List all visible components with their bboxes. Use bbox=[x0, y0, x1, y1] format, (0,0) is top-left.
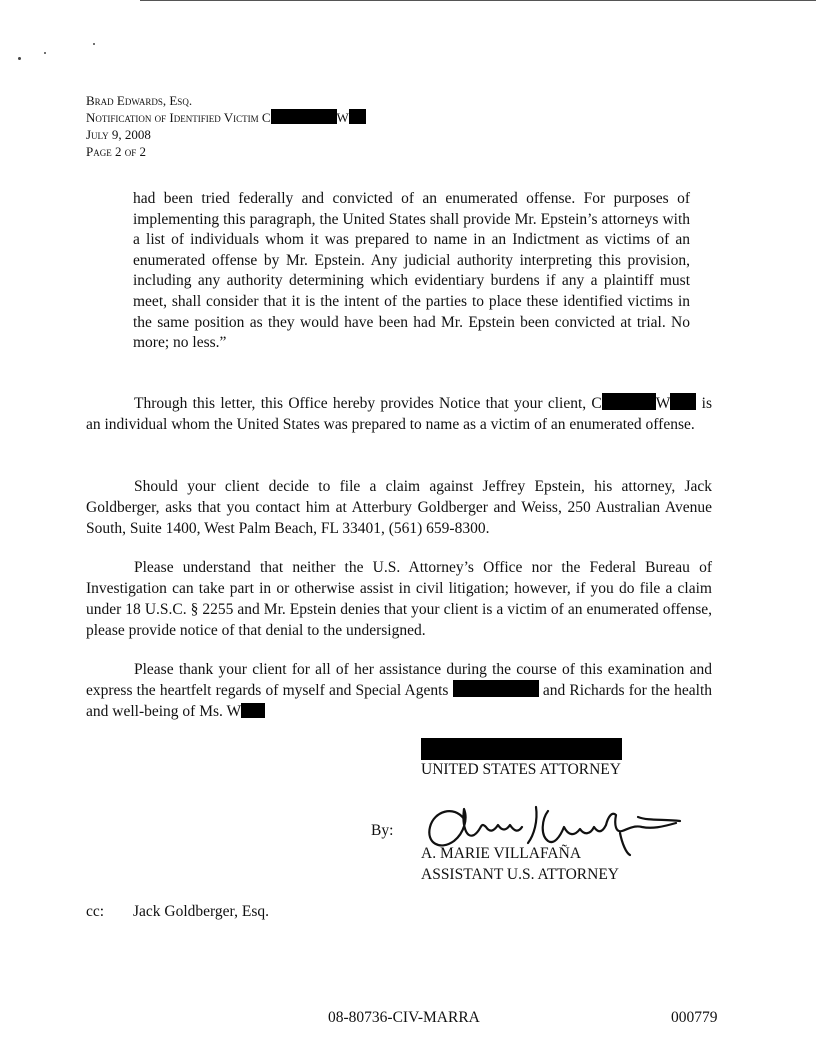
page-number-line: Page 2 of 2 bbox=[86, 144, 146, 159]
redaction-bar bbox=[670, 393, 696, 410]
letterhead-block bbox=[86, 92, 366, 160]
thanks-text-cont: and Richards for the health and well-being of Ms. W bbox=[86, 682, 713, 720]
notice-text: Through this letter, this Office hereby provides Notice that your client, C bbox=[134, 395, 602, 412]
by-label: By: bbox=[371, 822, 394, 839]
quoted-agreement-paragraph: had been tried federally and convicted of an enumerated offense. For purposes of implementing this paragraph, the United States shall provide Mr. Epstein’s attorneys with a list of individuals whom it was prepared to name in an Indictment as victims of an enumerated offense by Mr. Epstein. Any judicial authority interpreting this provision, including any authority determining which evidentiary burdens if any a plaintiff must meet, shall consider that it is the intent of the parties to place these identified victims in the same position as they would have been had Mr. Epstein been convicted at trial. No more; no less.” bbox=[133, 190, 690, 352]
date-line: July 9, 2008 bbox=[86, 127, 151, 142]
signer-name: A. MARIE VILLAFAÑA bbox=[421, 845, 582, 862]
scan-speck bbox=[93, 43, 95, 45]
claim-contact-paragraph: Should your client decide to file a claim against Jeffrey Epstein, his attorney, Jack Goldberger, asks that you contact him at Atterbury Goldberger and Weiss, 250 Australian Avenue South, Suite 1400, West Palm Beach, FL 33401, (561) 659-8300. bbox=[86, 478, 712, 537]
civil-litigation-paragraph: Please understand that neither the U.S. Attorney’s Office nor the Federal Bureau of Investigation can take part in or otherwise assist in civil litigation; however, if you do file a claim under 18 U.S.C. § 2255 and Mr. Epstein denies that your client is a victim of an enumerated offense, please provide notice of that denial to the undersigned. bbox=[86, 559, 712, 639]
thanks-text: Please thank your client for all of her assistance during the course of this examination and express the heartfelt regards of myself and Special Agents bbox=[86, 661, 712, 699]
subject-line bbox=[86, 109, 366, 126]
scan-speck bbox=[44, 52, 46, 54]
redaction-bar bbox=[453, 680, 539, 697]
signer-block bbox=[421, 843, 619, 885]
cc-recipient: Jack Goldberger, Esq. bbox=[133, 903, 269, 920]
notice-initial: W bbox=[655, 395, 671, 412]
signer-title: ASSISTANT U.S. ATTORNEY bbox=[421, 866, 619, 883]
redaction-bar bbox=[241, 703, 265, 718]
redaction-bar bbox=[602, 393, 656, 410]
thanks-paragraph bbox=[86, 659, 712, 722]
recipient-line: Brad Edwards, Esq. bbox=[86, 93, 193, 108]
redaction-bar bbox=[271, 109, 337, 124]
redaction-bar bbox=[349, 109, 366, 124]
bates-number: 000779 bbox=[671, 1009, 718, 1026]
scan-top-rule bbox=[140, 0, 816, 1]
notice-text-cont: is an individual whom the United States was prepared to name as a victim of an enumerated offense. bbox=[86, 395, 713, 433]
notice-paragraph bbox=[86, 393, 712, 435]
scan-speck bbox=[18, 57, 21, 60]
office-title: UNITED STATES ATTORNEY bbox=[421, 761, 621, 778]
subject-initial: W bbox=[336, 110, 349, 125]
subject-text: Notification of Identified Victim C bbox=[86, 110, 271, 125]
case-number: 08-80736-CIV-MARRA bbox=[328, 1009, 480, 1026]
cc-label: cc: bbox=[86, 903, 105, 920]
redaction-bar bbox=[421, 738, 622, 760]
